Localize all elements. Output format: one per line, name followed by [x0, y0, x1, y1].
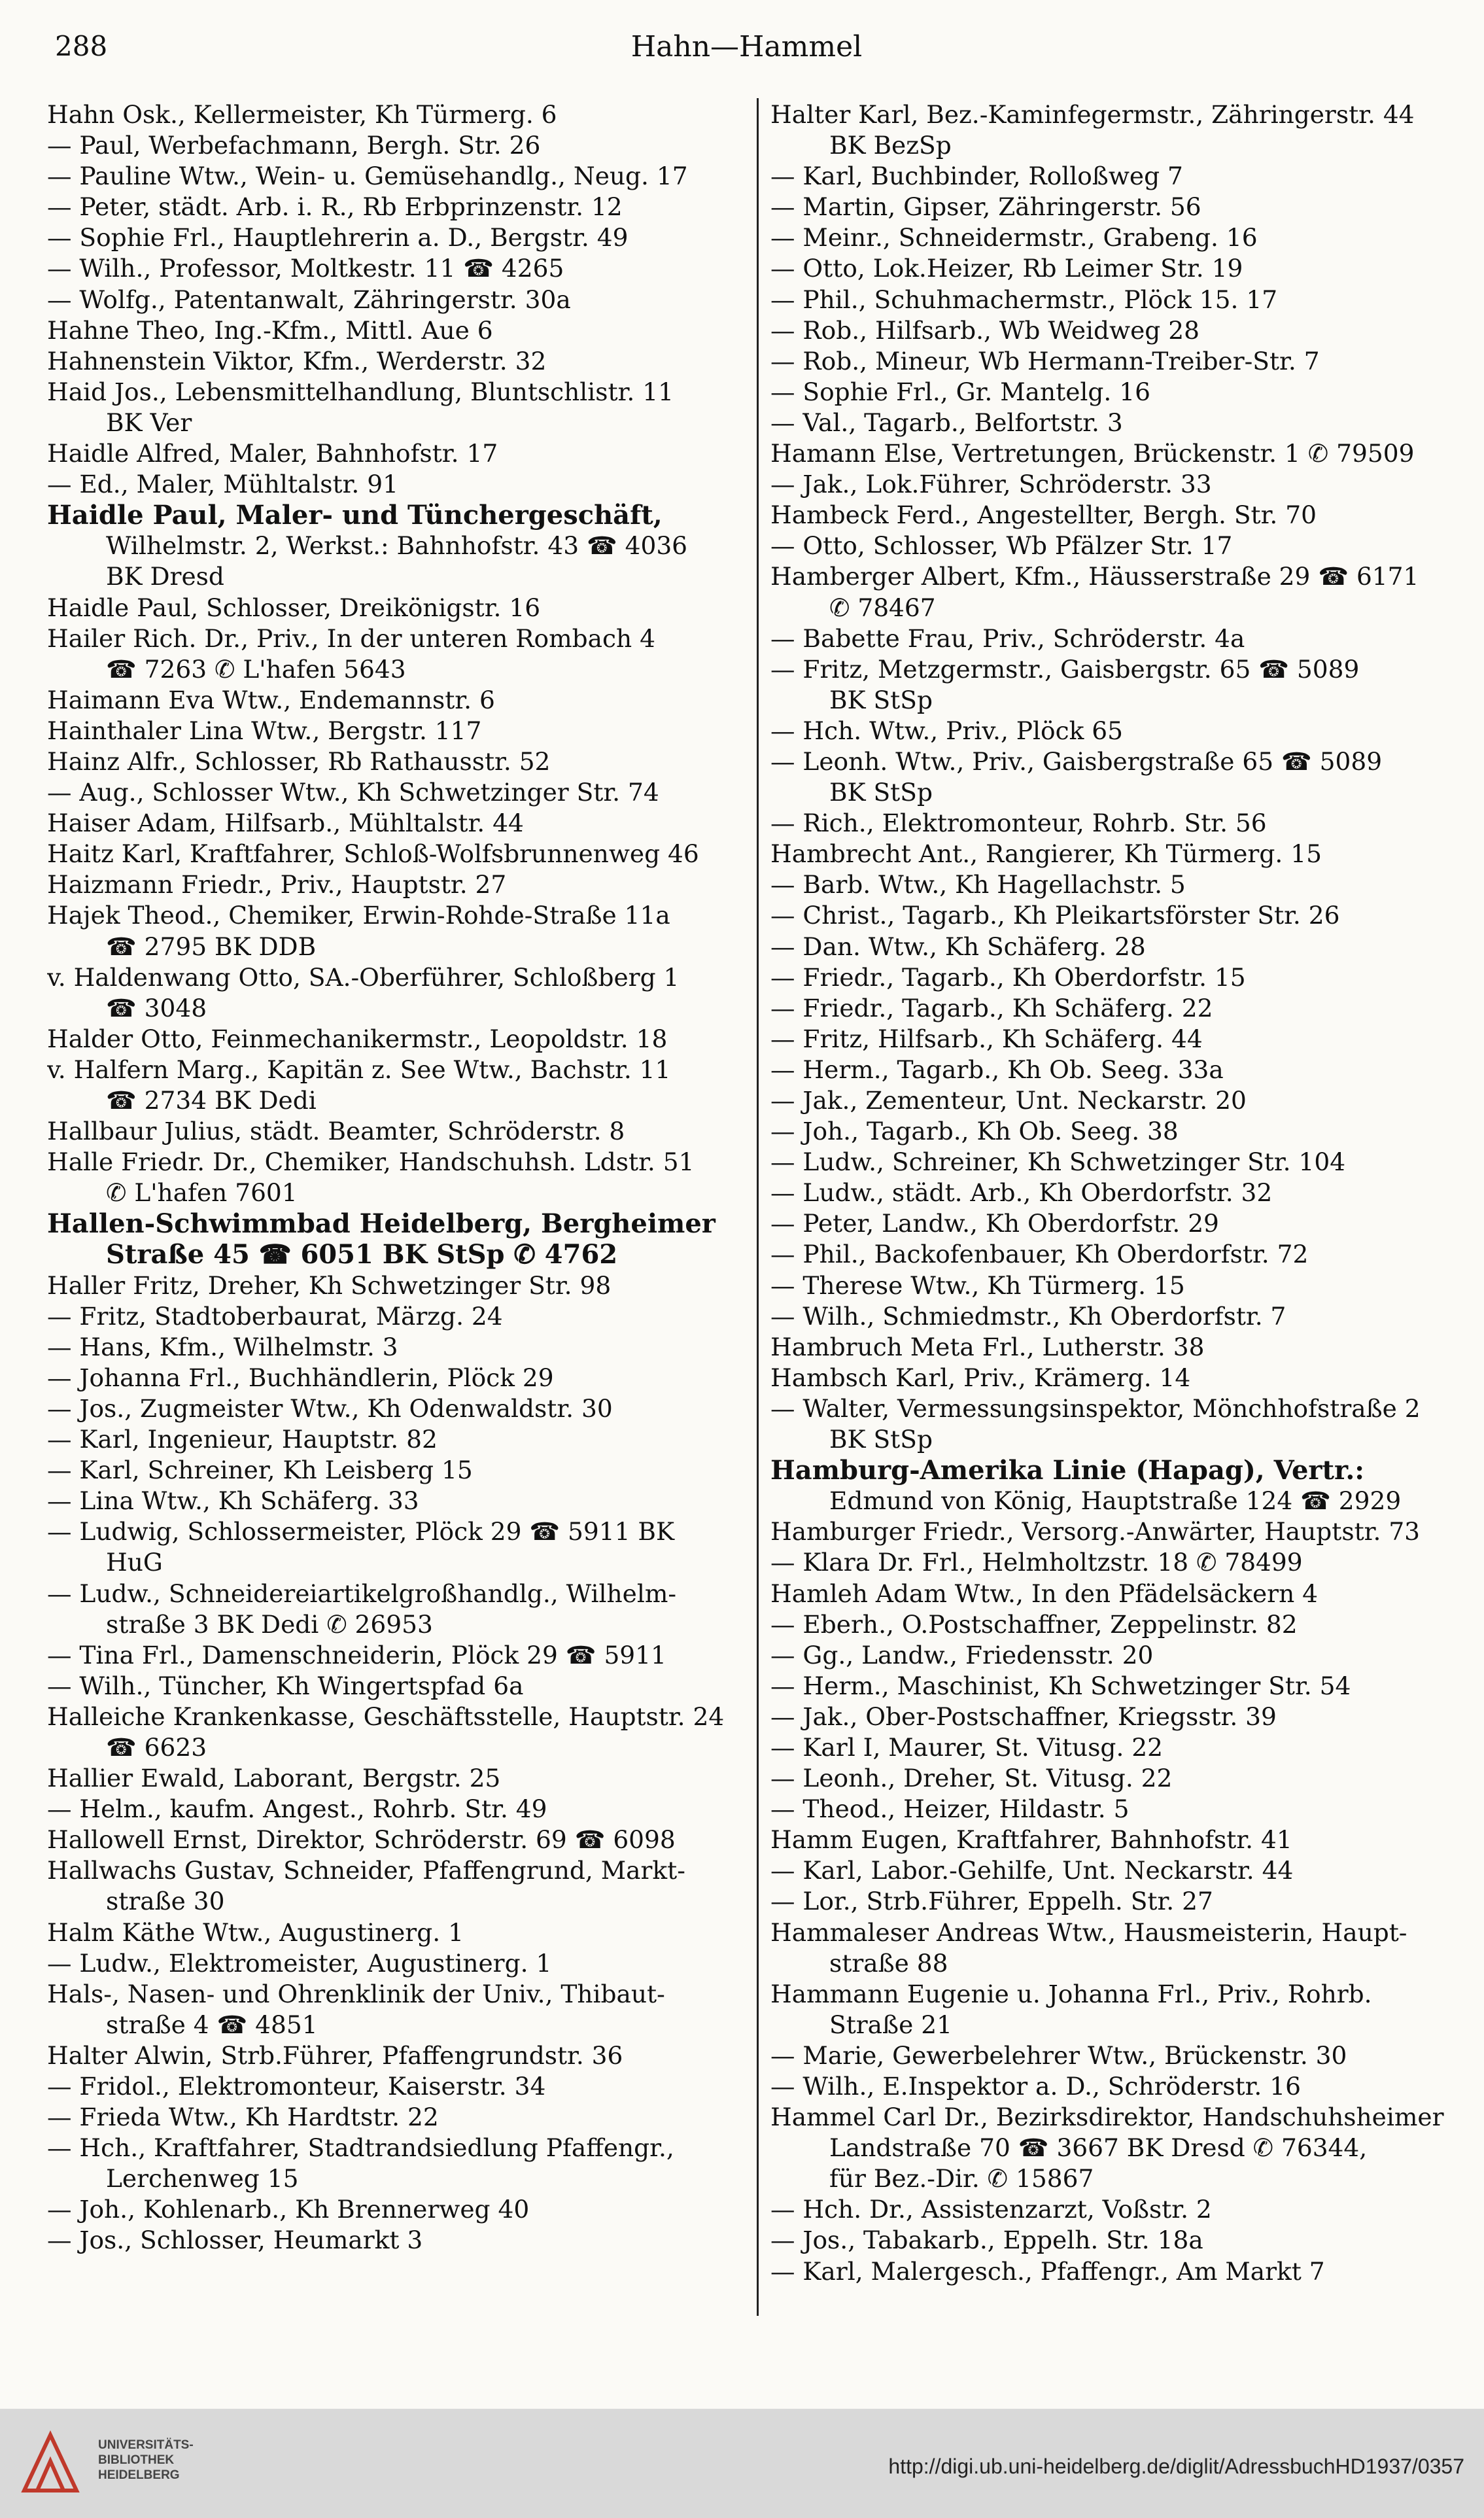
directory-entry-line: — Phil., Backofenbauer, Kh Oberdorfstr. 72	[770, 1240, 1309, 1269]
directory-entry-line: — Jak., Lok.Führer, Schröderstr. 33	[770, 470, 1212, 499]
directory-entry-line: Hahne Theo, Ing.-Kfm., Mittl. Aue 6	[47, 315, 493, 345]
directory-entry-line: — Karl I, Maurer, St. Vitusg. 22	[770, 1732, 1163, 1762]
directory-entry-line: — Herm., Maschinist, Kh Schwetzinger Str. 54	[770, 1671, 1351, 1700]
directory-entry-line: — Johanna Frl., Buchhändlerin, Plöck 29	[47, 1363, 554, 1392]
directory-entry-line: — Tina Frl., Damenschneiderin, Plöck 29 ☎ 5911	[47, 1640, 666, 1670]
directory-entry-line: Haidle Alfred, Maler, Bahnhofstr. 17	[47, 439, 498, 468]
directory-entry-line: — Pauline Wtw., Wein- u. Gemüsehandlg., Neug. 17	[47, 162, 688, 191]
directory-entry-line: — Fridol., Elektromonteur, Kaiserstr. 34	[47, 2072, 546, 2101]
directory-entry-line: — Christ., Tagarb., Kh Pleikartsförster Str. 26	[770, 901, 1340, 930]
directory-entry-line: straße 3 BK Dedi ✆ 26953	[106, 1609, 433, 1639]
directory-entry-line: — Jos., Schlosser, Heumarkt 3	[47, 2226, 423, 2255]
directory-entry-line: Hallbaur Julius, städt. Beamter, Schröderstr. 8	[47, 1117, 625, 1146]
directory-entry-line: Halm Käthe Wtw., Augustinerg. 1	[47, 1917, 464, 1947]
logo-line-3: HEIDELBERG	[98, 2468, 180, 2482]
directory-entry-line: Straße 45 ☎ 6051 BK StSp ✆ 4762	[106, 1239, 618, 1270]
directory-entry-line: — Fritz, Hilfsarb., Kh Schäferg. 44	[770, 1024, 1203, 1053]
directory-entry-line: — Karl, Schreiner, Kh Leisberg 15	[47, 1456, 473, 1485]
footer-bar	[0, 2409, 1484, 2518]
directory-entry-line: — Wilh., Tüncher, Kh Wingertspfad 6a	[47, 1671, 524, 1700]
directory-entry-line: ☎ 3048	[106, 993, 207, 1023]
directory-entry-line: — Wilh., Professor, Moltkestr. 11 ☎ 4265	[47, 254, 564, 283]
directory-entry-line: — Barb. Wtw., Kh Hagellachstr. 5	[770, 870, 1186, 900]
directory-entry-line: Edmund von König, Hauptstraße 124 ☎ 2929	[829, 1486, 1402, 1516]
directory-entry-line: — Jak., Zementeur, Unt. Neckarstr. 20	[770, 1086, 1247, 1115]
directory-entry-line: Hambruch Meta Frl., Lutherstr. 38	[770, 1332, 1205, 1361]
directory-entry-line: Haidle Paul, Schlosser, Dreikönigstr. 16	[47, 593, 541, 622]
directory-entry-line: Haidle Paul, Maler- und Tünchergeschäft,	[47, 500, 663, 531]
directory-entry-line: — Lor., Strb.Führer, Eppelh. Str. 27	[770, 1887, 1213, 1916]
directory-entry-line: straße 30	[106, 1887, 225, 1916]
directory-entry-line: — Wolfg., Patentanwalt, Zähringerstr. 30a	[47, 285, 571, 314]
directory-entry-line: — Jos., Tabakarb., Eppelh. Str. 18a	[770, 2226, 1203, 2255]
directory-entry-line: — Eberh., O.Postschaffner, Zeppelinstr. 82	[770, 1609, 1298, 1639]
directory-entry-line: — Leonh., Dreher, St. Vitusg. 22	[770, 1764, 1173, 1793]
directory-entry-line: — Theod., Heizer, Hildastr. 5	[770, 1794, 1130, 1824]
directory-entry-line: — Hch., Kraftfahrer, Stadtrandsiedlung Pfaffengr.,	[47, 2133, 674, 2163]
directory-entry-line: — Sophie Frl., Gr. Mantelg. 16	[770, 377, 1150, 406]
page-number: 288	[55, 30, 108, 62]
directory-entry-line: ☎ 6623	[106, 1732, 207, 1762]
directory-entry-line: v. Halfern Marg., Kapitän z. See Wtw., Bachstr. 11	[47, 1055, 671, 1084]
directory-entry-line: Wilhelmstr. 2, Werkst.: Bahnhofstr. 43 ☎ 4036	[106, 531, 688, 561]
directory-entry-line: ✆ L'hafen 7601	[106, 1178, 298, 1208]
directory-entry-line: für Bez.-Dir. ✆ 15867	[829, 2164, 1094, 2194]
directory-entry-line: — Friedr., Tagarb., Kh Schäferg. 22	[770, 993, 1213, 1023]
directory-entry-line: Hamburger Friedr., Versorg.-Anwärter, Hauptstr. 73	[770, 1517, 1421, 1547]
directory-entry-line: — Jak., Ober-Postschaffner, Kriegsstr. 39	[770, 1702, 1277, 1731]
directory-entry-line: ☎ 2795 BK DDB	[106, 932, 317, 961]
directory-entry-line: Haid Jos., Lebensmittelhandlung, Bluntschlistr. 11	[47, 377, 674, 406]
directory-entry-line: — Helm., kaufm. Angest., Rohrb. Str. 49	[47, 1794, 547, 1824]
page-header	[55, 30, 1438, 76]
directory-entry-line: — Dan. Wtw., Kh Schäferg. 28	[770, 932, 1146, 961]
directory-entry-line: ✆ 78467	[829, 593, 936, 622]
directory-entry-line: — Karl, Buchbinder, Rolloßweg 7	[770, 162, 1183, 191]
directory-entry-line: Landstraße 70 ☎ 3667 BK Dresd ✆ 76344,	[829, 2133, 1368, 2163]
directory-entry-line: Hailer Rich. Dr., Priv., In der unteren Rombach 4	[47, 623, 655, 653]
directory-entry-line: — Rob., Hilfsarb., Wb Weidweg 28	[770, 315, 1199, 345]
directory-entry-line: — Karl, Malergesch., Pfaffengr., Am Markt 7	[770, 2256, 1325, 2286]
directory-entry-line: straße 4 ☎ 4851	[106, 2010, 318, 2039]
right-column	[770, 99, 1464, 2287]
directory-entry-line: Haitz Karl, Kraftfahrer, Schloß-Wolfsbrunnenweg 46	[47, 839, 699, 869]
directory-entry-line: BK Ver	[106, 408, 192, 437]
directory-entry-line: — Frieda Wtw., Kh Hardtstr. 22	[47, 2103, 439, 2132]
directory-entry-line: — Fritz, Metzgermstr., Gaisbergstr. 65 ☎ 5089	[770, 654, 1360, 684]
directory-entry-line: — Marie, Gewerbelehrer Wtw., Brückenstr. 30	[770, 2040, 1347, 2070]
source-url-link[interactable]: http://digi.ub.uni-heidelberg.de/diglit/AdressbuchHD1937/0357	[888, 2455, 1464, 2478]
directory-entry-line: — Otto, Schlosser, Wb Pfälzer Str. 17	[770, 531, 1233, 561]
directory-entry-line: Halter Karl, Bez.-Kaminfegermstr., Zähringerstr. 44	[770, 100, 1415, 129]
directory-entry-line: — Hch. Dr., Assistenzarzt, Voßstr. 2	[770, 2195, 1212, 2224]
directory-entry-line: BK StSp	[829, 1425, 933, 1454]
directory-entry-line: — Lina Wtw., Kh Schäferg. 33	[47, 1486, 419, 1516]
directory-entry-line: Hallowell Ernst, Direktor, Schröderstr. 69 ☎ 6098	[47, 1825, 676, 1855]
directory-entry-line: Lerchenweg 15	[106, 2164, 299, 2194]
directory-entry-line: Hamann Else, Vertretungen, Brückenstr. 1 ✆ 79509	[770, 439, 1415, 468]
directory-entry-line: — Walter, Vermessungsinspektor, Mönchhofstraße 2	[770, 1393, 1421, 1423]
directory-entry-line: — Aug., Schlosser Wtw., Kh Schwetzinger Str. 74	[47, 778, 659, 807]
directory-entry-line: Hals-, Nasen- und Ohrenklinik der Univ., Thibaut-	[47, 1979, 665, 2008]
directory-entry-line: Hahnenstein Viktor, Kfm., Werderstr. 32	[47, 346, 547, 376]
directory-entry-line: HuG	[106, 1548, 163, 1577]
column-divider	[757, 98, 759, 2316]
directory-entry-line: Halle Friedr. Dr., Chemiker, Handschuhsh. Ldstr. 51	[47, 1147, 695, 1177]
directory-entry-line: Hammel Carl Dr., Bezirksdirektor, Handschuhsheimer	[770, 2103, 1444, 2132]
directory-entry-line: Hamberger Albert, Kfm., Häusserstraße 29 ☎ 6171	[770, 562, 1419, 591]
directory-entry-line: Straße 21	[829, 2010, 952, 2039]
directory-entry-line: — Rich., Elektromonteur, Rohrb. Str. 56	[770, 809, 1267, 838]
directory-entry-line: — Val., Tagarb., Belfortstr. 3	[770, 408, 1123, 437]
directory-entry-line: BK StSp	[829, 685, 933, 714]
directory-entry-line: — Leonh. Wtw., Priv., Gaisbergstraße 65 ☎ 5089	[770, 746, 1383, 776]
directory-entry-line: — Jos., Zugmeister Wtw., Kh Odenwaldstr. 30	[47, 1393, 613, 1423]
library-name	[98, 2438, 194, 2483]
directory-entry-line: — Martin, Gipser, Zähringerstr. 56	[770, 192, 1201, 222]
directory-entry-line: — Peter, Landw., Kh Oberdorfstr. 29	[770, 1209, 1219, 1238]
directory-entry-line: — Paul, Werbefachmann, Bergh. Str. 26	[47, 131, 541, 160]
directory-entry-line: Halter Alwin, Strb.Führer, Pfaffengrundstr. 36	[47, 2040, 623, 2070]
left-column	[47, 99, 747, 2256]
directory-entry-line: — Karl, Labor.-Gehilfe, Unt. Neckarstr. 44	[770, 1856, 1294, 1885]
directory-entry-line: BK StSp	[829, 778, 933, 807]
directory-entry-line: Hallwachs Gustav, Schneider, Pfaffengrund, Markt-	[47, 1856, 685, 1885]
directory-entry-line: Hambrecht Ant., Rangierer, Kh Türmerg. 15	[770, 839, 1322, 869]
directory-entry-line: — Hans, Kfm., Wilhelmstr. 3	[47, 1332, 398, 1361]
directory-entry-line: — Rob., Mineur, Wb Hermann-Treiber-Str. 7	[770, 346, 1320, 376]
directory-entry-line: — Joh., Tagarb., Kh Ob. Seeg. 38	[770, 1117, 1179, 1146]
directory-entry-line: — Fritz, Stadtoberbaurat, Märzg. 24	[47, 1301, 503, 1331]
directory-entry-line: Halder Otto, Feinmechanikermstr., Leopoldstr. 18	[47, 1024, 668, 1053]
directory-entry-line: Hammann Eugenie u. Johanna Frl., Priv., Rohrb.	[770, 1979, 1372, 2008]
directory-entry-line: Hainz Alfr., Schlosser, Rb Rathausstr. 52	[47, 746, 551, 776]
directory-entry-line: — Gg., Landw., Friedensstr. 20	[770, 1640, 1154, 1670]
page-title: Hahn—Hammel	[630, 30, 863, 63]
directory-entry-line: — Meinr., Schneidermstr., Grabeng. 16	[770, 223, 1258, 253]
directory-entry-line: BK BezSp	[829, 131, 952, 160]
directory-entry-line: Hamm Eugen, Kraftfahrer, Bahnhofstr. 41	[770, 1825, 1292, 1855]
directory-entry-line: Hallen-Schwimmbad Heidelberg, Bergheimer	[47, 1208, 716, 1240]
directory-entry-line: — Friedr., Tagarb., Kh Oberdorfstr. 15	[770, 962, 1246, 992]
directory-entry-line: — Ludw., Schneidereiartikelgroßhandlg., Wilhelm-	[47, 1579, 677, 1608]
directory-entry-line: Hamleh Adam Wtw., In den Pfädelsäckern 4	[770, 1579, 1319, 1608]
directory-entry-line: ☎ 7263 ✆ L'hafen 5643	[106, 654, 406, 684]
directory-entry-line: Haiser Adam, Hilfsarb., Mühltalstr. 44	[47, 809, 524, 838]
directory-entry-line: — Otto, Lok.Heizer, Rb Leimer Str. 19	[770, 254, 1243, 283]
directory-entry-line: — Sophie Frl., Hauptlehrerin a. D., Bergstr. 49	[47, 223, 629, 253]
directory-entry-line: — Hch. Wtw., Priv., Plöck 65	[770, 716, 1123, 745]
directory-entry-line: straße 88	[829, 1948, 948, 1978]
directory-entry-line: Haimann Eva Wtw., Endemannstr. 6	[47, 685, 495, 714]
directory-entry-line: — Herm., Tagarb., Kh Ob. Seeg. 33a	[770, 1055, 1224, 1084]
directory-entry-line: — Wilh., E.Inspektor a. D., Schröderstr. 16	[770, 2072, 1301, 2101]
library-logo-icon	[14, 2428, 86, 2500]
directory-entry-line: — Ludw., Schreiner, Kh Schwetzinger Str. 104	[770, 1147, 1346, 1177]
directory-entry-line: — Klara Dr. Frl., Helmholtzstr. 18 ✆ 78499	[770, 1548, 1303, 1577]
directory-entry-line: — Ludw., städt. Arb., Kh Oberdorfstr. 32	[770, 1178, 1273, 1208]
directory-entry-line: Hajek Theod., Chemiker, Erwin-Rohde-Straße 11a	[47, 901, 670, 930]
directory-entry-line: Halleiche Krankenkasse, Geschäftsstelle, Hauptstr. 24	[47, 1702, 725, 1731]
directory-entry-line: — Wilh., Schmiedmstr., Kh Oberdorfstr. 7	[770, 1301, 1286, 1331]
directory-entry-line: Hambsch Karl, Priv., Krämerg. 14	[770, 1363, 1191, 1392]
directory-entry-line: Hammaleser Andreas Wtw., Hausmeisterin, Haupt-	[770, 1917, 1407, 1947]
directory-entry-line: — Phil., Schuhmachermstr., Plöck 15. 17	[770, 285, 1278, 314]
directory-entry-line: — Joh., Kohlenarb., Kh Brennerweg 40	[47, 2195, 530, 2224]
directory-entry-line: Haizmann Friedr., Priv., Hauptstr. 27	[47, 870, 507, 900]
directory-entry-line: v. Haldenwang Otto, SA.-Oberführer, Schloßberg 1	[47, 962, 680, 992]
directory-entry-line: — Peter, städt. Arb. i. R., Rb Erbprinzenstr. 12	[47, 192, 623, 222]
directory-entry-line: BK Dresd	[106, 562, 224, 591]
directory-entry-line: — Therese Wtw., Kh Türmerg. 15	[770, 1270, 1185, 1300]
directory-entry-line: Hamburg-Amerika Linie (Hapag), Vertr.:	[770, 1455, 1365, 1486]
directory-entry-line: — Ludw., Elektromeister, Augustinerg. 1	[47, 1948, 552, 1978]
directory-entry-line: — Karl, Ingenieur, Hauptstr. 82	[47, 1425, 438, 1454]
directory-entry-line: Haller Fritz, Dreher, Kh Schwetzinger Str. 98	[47, 1270, 612, 1300]
directory-entry-line: Hallier Ewald, Laborant, Bergstr. 25	[47, 1764, 501, 1793]
directory-entry-line: ☎ 2734 BK Dedi	[106, 1086, 317, 1115]
logo-line-2: BIBLIOTHEK	[98, 2453, 175, 2467]
directory-entry-line: — Ed., Maler, Mühltalstr. 91	[47, 470, 398, 499]
directory-entry-line: Hahn Osk., Kellermeister, Kh Türmerg. 6	[47, 100, 557, 129]
directory-entry-line: Hambeck Ferd., Angestellter, Bergh. Str. 70	[770, 500, 1317, 530]
logo-line-1: UNIVERSITÄTS-	[98, 2438, 194, 2452]
directory-entry-line: Hainthaler Lina Wtw., Bergstr. 117	[47, 716, 482, 745]
directory-entry-line: — Ludwig, Schlossermeister, Plöck 29 ☎ 5911 BK	[47, 1517, 674, 1547]
directory-entry-line: — Babette Frau, Priv., Schröderstr. 4a	[770, 623, 1245, 653]
